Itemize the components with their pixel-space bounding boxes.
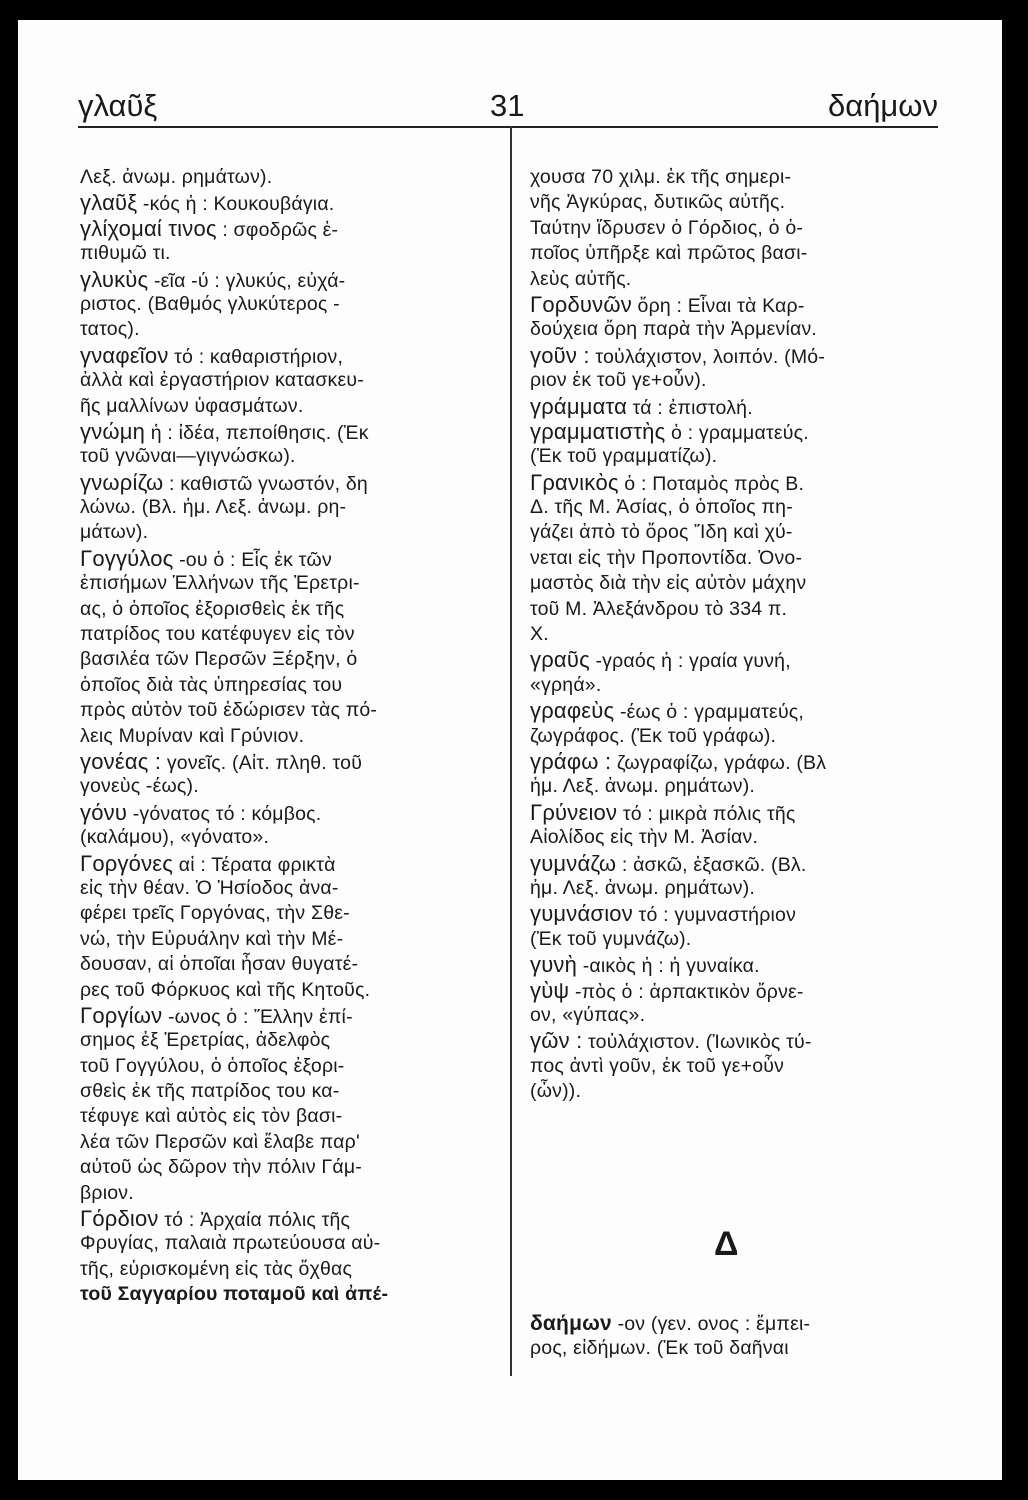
definition-line [530, 622, 935, 647]
dictionary-entry-line [80, 470, 482, 495]
dictionary-entry-line [80, 419, 482, 444]
entry-text: -πὸς ὁ : ἁρπακτικὸν ὄρνε- [569, 980, 804, 1003]
entry-text: βριον. [80, 1181, 134, 1204]
entry-text: ὄρη : Εἶναι τὰ Καρ- [631, 294, 805, 317]
headword: γραῦς [530, 647, 590, 673]
entry-text: σθεὶς ἐκ τῆς πατρίδος του κα- [80, 1080, 340, 1103]
definition-line [530, 1054, 935, 1079]
definition-line [80, 1155, 482, 1180]
headword: Γρύνειον [530, 799, 618, 825]
definition-line [80, 1130, 482, 1155]
headword: γυμνάζω [530, 850, 617, 876]
entry-text: τά : ἐπιστολή. [627, 396, 753, 419]
entry-text: -ον (γεν. ονος : ἔμπει- [611, 1313, 811, 1335]
definition-line [80, 1181, 482, 1206]
dictionary-entry-line [530, 749, 935, 774]
definition-line [80, 927, 482, 952]
definition-line [80, 495, 482, 520]
entry-text: τατος). [80, 318, 140, 341]
entry-text: φέρει τρεῖς Γοργόνας, τὴν Σθε- [80, 902, 350, 925]
entry-text: τό : μικρὰ πόλις τῆς [617, 802, 796, 825]
definition-line [80, 1028, 482, 1053]
definition-line [80, 647, 482, 672]
definition-line [80, 1054, 482, 1079]
definition-line [530, 267, 935, 292]
entry-text: Ταύτην ἵδρυσεν ὁ Γόρδιος, ὁ ὁ- [530, 216, 804, 239]
entry-text: Αἰολίδος εἰς τὴν Μ. Ἀσίαν. [530, 826, 759, 849]
definition-line [80, 571, 482, 596]
definition-line [530, 241, 935, 266]
definition-line [80, 1257, 482, 1282]
definition-line [80, 1231, 482, 1256]
definition-line [80, 622, 482, 647]
headword: Γοργόνες [80, 850, 174, 876]
definition-line [530, 368, 935, 393]
headword: γναφεῖον [80, 342, 169, 368]
entry-text: λεις Μυρίναν καὶ Γρύνιον. [80, 724, 305, 747]
dictionary-entry-line [530, 978, 935, 1003]
definition-line [530, 1003, 935, 1028]
definition-line [530, 673, 935, 698]
dictionary-entry-line [530, 1028, 935, 1053]
dictionary-entry-line [80, 267, 482, 292]
dictionary-entry-line [530, 647, 935, 672]
definition-line [530, 774, 935, 799]
entry-text: τέφυγε καὶ αὐτὸς εἰς τὸν βασι- [80, 1105, 343, 1128]
dictionary-entry-line [530, 800, 935, 825]
entry-text: ὁποῖος διὰ τὰς ὑπηρεσίας του [80, 673, 343, 696]
entry-text: ῆς μαλλίνων ὑφασμάτων. [80, 394, 304, 417]
entry-text: ἡ : ἰδέα, πεποίθησις. (Ἐκ [145, 421, 369, 444]
entry-text: ριστος. (Βαθμός γλυκύτερος - [80, 292, 340, 315]
entry-text: : σφοδρῶς ἐ- [216, 218, 339, 241]
headword: γραμματιστὴς [530, 418, 666, 444]
definition-line [80, 292, 482, 317]
entry-text: πρὸς αὐτὸν τοῦ ἐδώρισεν τὰς πό- [80, 699, 378, 722]
dictionary-entry-line [80, 216, 482, 241]
headword: γονέας : [80, 748, 162, 774]
entry-text: ὁ : γραμματεύς. [665, 421, 809, 444]
entry-text: ον, «γύπας». [530, 1003, 646, 1026]
definition-line [80, 1104, 482, 1129]
definition-line [530, 1079, 935, 1104]
entry-text: μάτων). [80, 521, 149, 544]
entry-text: (καλάμου), «γόνατο». [80, 826, 270, 849]
definition-line [80, 241, 482, 266]
definition-line [80, 394, 482, 419]
entry-text: πος ἀντὶ γοῦν, ἐκ τοῦ γε+οὖν [530, 1054, 785, 1077]
headword: δαήμων [530, 1312, 612, 1335]
dictionary-entry-line [80, 343, 482, 368]
headword: γῶν : [530, 1028, 583, 1054]
entry-text: γάζει ἀπὸ τὸ ὄρος Ἴδη καὶ χύ- [530, 521, 793, 544]
entry-text: : ἀσκῶ, ἐξασκῶ. (Βλ. [616, 853, 807, 876]
entry-text: ρος, εἰδήμων. (Ἐκ τοῦ δαῆναι [530, 1337, 789, 1360]
headword: Γρανικὸς [530, 469, 619, 495]
entry-text: (Ἐκ τοῦ γραμματίζω). [530, 445, 718, 468]
dictionary-entry-line [530, 394, 935, 419]
definition-line [80, 368, 482, 393]
entry-text: Δ. τῆς Μ. Ἀσίας, ὁ ὁποῖος πη- [530, 496, 793, 519]
section-letter-heading: Δ [714, 1225, 739, 1263]
definition-line [80, 597, 482, 622]
entry-text: -κός ἡ : Κουκουβάγια. [137, 193, 335, 216]
definition-line [530, 190, 935, 215]
definition-line [80, 876, 482, 901]
entry-text: -ωνος ὁ : Ἕλλην ἐπί- [162, 1005, 353, 1028]
definition-line [80, 774, 482, 799]
headword: γυνὴ [530, 952, 578, 978]
entry-text: τοῦ Σαγγαρίου ποταμοῦ καὶ ἀπέ- [80, 1283, 389, 1306]
entry-text: ζωγράφος. (Ἐκ τοῦ γράφω). [530, 724, 777, 747]
definition-line [530, 876, 935, 901]
definition-line [80, 165, 482, 190]
headword: Γοργίων [80, 1002, 163, 1028]
definition-line [80, 317, 482, 342]
entry-text: ριον ἐκ τοῦ γε+οὖν). [530, 369, 707, 392]
definition-line [530, 825, 935, 850]
entry-text: -ου ὁ : Εἷς ἐκ τῶν [173, 548, 332, 571]
dictionary-entry-line [80, 749, 482, 774]
dictionary-entry-line [530, 419, 935, 444]
entry-text: αἱ : Τέρατα φρικτὰ [173, 853, 336, 876]
headword: γλυκὺς [80, 266, 149, 292]
entry-text: νώ, τὴν Εὐρυάλην καὶ τὴν Μέ- [80, 927, 344, 950]
entry-text: ὁ : Ποταμὸς πρὸς Β. [618, 472, 805, 495]
entry-text: λεὺς αὐτῆς. [530, 267, 632, 290]
definition-line [530, 927, 935, 952]
definition-line [80, 698, 482, 723]
entry-text: τό : γυμναστήριον [632, 904, 797, 927]
entry-text: αὐτοῦ ὡς δῶρον τὴν πόλιν Γάμ- [80, 1156, 362, 1179]
headword: γνωρίζω [80, 469, 164, 495]
entry-text: «γρηά». [530, 673, 602, 696]
headword: γλαῦξ [80, 190, 138, 216]
entry-text: -γόνατος τό : κόμβος. [127, 802, 322, 825]
definition-line [530, 317, 935, 342]
dictionary-entry-line [80, 1003, 482, 1028]
definition-line [530, 216, 935, 241]
dictionary-entry-line [530, 470, 935, 495]
entry-text: ας, ὁ ὁποῖος ἐξορισθεὶς ἐκ τῆς [80, 597, 345, 620]
definition-line [530, 597, 935, 622]
entry-text: ρες τοῦ Φόρκυος καὶ τῆς Κητοῦς. [80, 978, 371, 1001]
headword: γραφεὺς [530, 698, 615, 724]
running-head-left: γλαῦξ [78, 88, 158, 123]
entry-text: λώνω. (Βλ. ἠμ. Λεξ. ἀνωμ. ρη- [80, 496, 347, 519]
entry-text: -εῖα -ύ : γλυκύς, εὐχά- [148, 269, 346, 292]
headword: γοῦν : [530, 342, 590, 368]
entry-text: τοῦ Γογγύλου, ὁ ὁποῖος ἐξορι- [80, 1054, 345, 1077]
headword: Γόρδιον [80, 1206, 159, 1232]
definition-line [80, 952, 482, 977]
entry-text: τοῦ Μ. Ἀλεξάνδρου τὸ 334 π. [530, 597, 788, 620]
headword: γνώμη [80, 418, 146, 444]
definition-line [530, 444, 935, 469]
entry-text: χουσα 70 χιλμ. ἐκ τῆς σημερι- [530, 166, 792, 188]
definition-line [80, 724, 482, 749]
headword: γυμνάσιον [530, 901, 633, 927]
headword: γόνυ [80, 799, 128, 825]
entry-text: (Ἐκ τοῦ γυμνάζω). [530, 927, 692, 950]
entry-text: εἰς τὴν θέαν. Ὁ Ἡσίοδος ἀνα- [80, 876, 339, 899]
entry-text: γονεὺς -έως). [80, 775, 199, 798]
headword: γράφω : [530, 748, 612, 774]
entry-text: : καθιστῶ γνωστόν, δη [163, 472, 368, 495]
definition-line [530, 495, 935, 520]
dictionary-entry-line [530, 901, 935, 926]
definition-line [530, 724, 935, 749]
entry-text: ζωγραφίζω, γράφω. (Βλ [611, 751, 827, 774]
definition-line [530, 520, 935, 545]
entry-text: τοῦ γνῶναι—γιγνώσκω). [80, 445, 296, 468]
definition-line [80, 444, 482, 469]
dictionary-entry-line [80, 1206, 482, 1231]
dictionary-entry-line [80, 800, 482, 825]
definition-line [530, 546, 935, 571]
entry-text: βασιλέα τῶν Περσῶν Ξέρξην, ὁ [80, 648, 358, 671]
dictionary-entry-line [530, 952, 935, 977]
entry-text: δουσαν, αἱ ὁποῖαι ἦσαν θυγατέ- [80, 953, 359, 976]
right-column-bottom [530, 1311, 935, 1362]
definition-line [530, 165, 935, 190]
headword: γλίχομαί τινος [80, 215, 217, 241]
dictionary-entry-line [530, 292, 935, 317]
column-divider [510, 126, 512, 1376]
left-column [80, 165, 482, 1308]
entry-text: σημος ἐξ Ἐρετρίας, ἀδελφὸς [80, 1029, 331, 1052]
entry-text: τοὐλάχιστον. (Ἰωνικὸς τύ- [582, 1031, 812, 1054]
entry-text: ἠμ. Λεξ. ἀνωμ. ρημάτων). [530, 876, 756, 899]
entry-text: νῆς Ἀγκύρας, δυτικῶς αὐτῆς. [530, 191, 786, 214]
definition-line [80, 673, 482, 698]
definition-line [80, 978, 482, 1003]
entry-text: Φρυγίας, παλαιὰ πρωτεύουσα αὐ- [80, 1232, 381, 1255]
entry-text: ἠμ. Λεξ. ἀνωμ. ρημάτων). [530, 775, 756, 798]
definition-line [530, 571, 935, 596]
headword: Γογγύλος [80, 545, 174, 571]
entry-text: γονεῖς. (Αἰτ. πληθ. τοῦ [161, 751, 363, 774]
entry-text: τῆς, εὑρισκομένη εἰς τὰς ὄχθας [80, 1257, 353, 1280]
entry-text: Λεξ. ἀνωμ. ρημάτων). [80, 166, 273, 188]
dictionary-entry-line [530, 1311, 935, 1336]
entry-text: -έως ὁ : γραμματεύς, [614, 701, 805, 724]
entry-text: Χ. [530, 623, 549, 646]
entry-text: τό : Ἀρχαία πόλις τῆς [158, 1209, 351, 1232]
entry-text: ἀλλὰ καὶ ἐργαστήριον κατασκευ- [80, 369, 364, 392]
dictionary-entry-line [530, 698, 935, 723]
entry-text: ποῖος ὑπῆρξε καὶ πρῶτος βασι- [530, 242, 808, 265]
headword: γὺψ [530, 977, 570, 1003]
entry-text: μαστὸς διὰ τὴν εἰς αὐτὸν μάχην [530, 572, 807, 595]
entry-text: τοὐλάχιστον, λοιπόν. (Μό- [589, 345, 826, 368]
definition-line [80, 520, 482, 545]
entry-text: -γραός ἡ : γραία γυνή, [589, 650, 791, 673]
running-head-right: δαήμων [828, 88, 938, 123]
definition-line [80, 825, 482, 850]
headword: γράμματα [530, 393, 628, 419]
entry-text: τό : καθαριστήριον, [168, 345, 344, 368]
entry-text: ἐπισήμων Ἑλλήνων τῆς Ἐρετρι- [80, 572, 360, 595]
entry-text: -αικὸς ἡ : ἡ γυναίκα. [577, 955, 760, 978]
dictionary-entry-line [530, 851, 935, 876]
page-header [78, 90, 938, 128]
page-number: 31 [490, 88, 525, 123]
entry-text: λέα τῶν Περσῶν καὶ ἔλαβε παρ' [80, 1130, 360, 1153]
entry-text: (ὦν)). [530, 1080, 582, 1103]
definition-line [80, 901, 482, 926]
dictionary-entry-line [80, 851, 482, 876]
definition-line [80, 1079, 482, 1104]
dictionary-entry-line [80, 190, 482, 215]
headword: Γορδυνῶν [530, 291, 632, 317]
right-column [530, 165, 935, 1104]
definition-line [530, 1336, 935, 1361]
dictionary-entry-line [530, 343, 935, 368]
entry-text: δούχεια ὄρη παρὰ τὴν Ἀρμενίαν. [530, 318, 818, 341]
entry-text: νεται εἰς τὴν Προποντίδα. Ὀνο- [530, 546, 803, 569]
entry-text: πιθυμῶ τι. [80, 242, 171, 265]
definition-line [80, 1282, 482, 1307]
entry-text: πατρίδος του κατέφυγεν εἰς τὸν [80, 623, 355, 646]
dictionary-entry-line [80, 546, 482, 571]
